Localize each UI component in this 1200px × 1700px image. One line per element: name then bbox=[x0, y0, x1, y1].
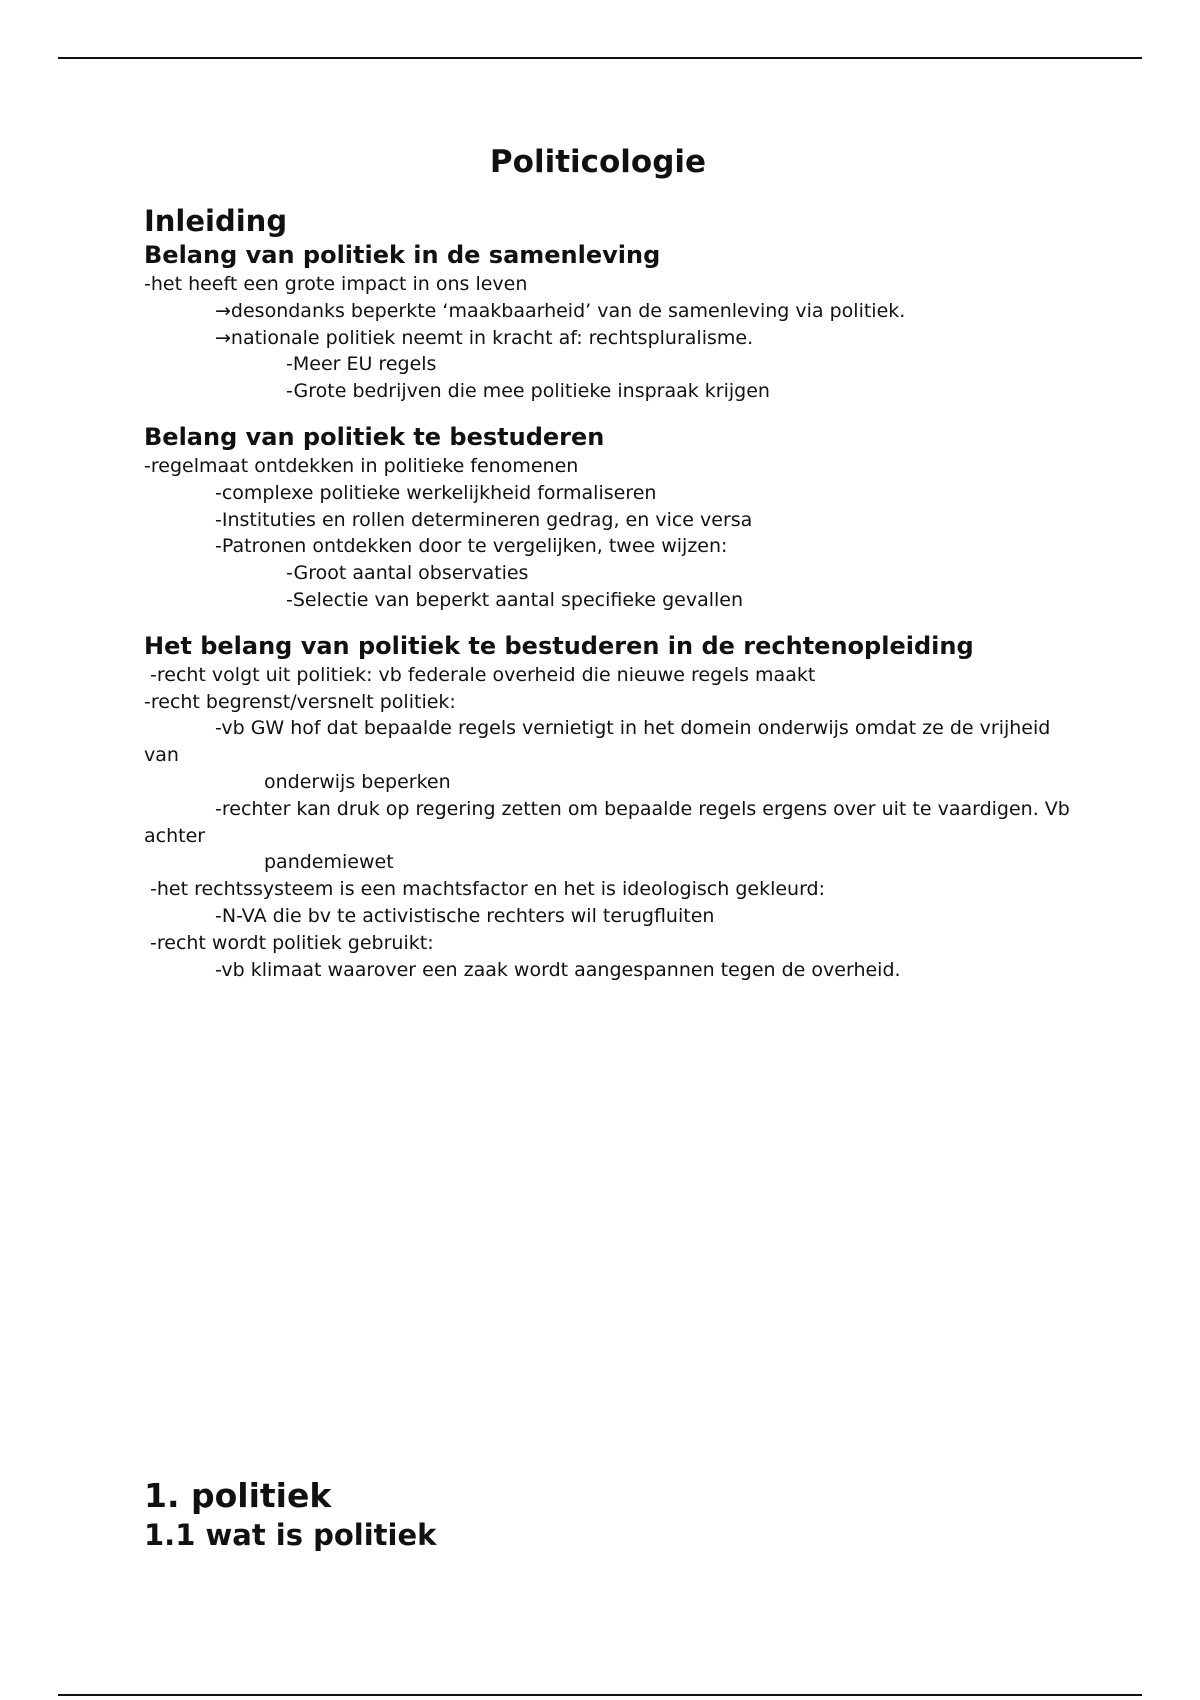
chapter-section bbox=[144, 1475, 436, 1553]
text-line: -complexe politieke werkelijkheid formaliseren bbox=[215, 481, 657, 504]
text-line: →desondanks beperkte ‘maakbaarheid’ van de samenleving via politiek. bbox=[215, 299, 906, 322]
text-line: -Groot aantal observaties bbox=[286, 562, 529, 585]
text-line: -regelmaat ontdekken in politieke fenomenen bbox=[144, 454, 579, 477]
text-line: -Meer EU regels bbox=[286, 353, 437, 376]
text-line: -N-VA die bv te activistische rechters wil terugfluiten bbox=[215, 904, 715, 927]
text-line: -vb klimaat waarover een zaak wordt aangespannen tegen de overheid. bbox=[215, 958, 901, 981]
top-rule bbox=[58, 57, 1142, 59]
document-title: Politicologie bbox=[489, 144, 707, 180]
wrapped-text: -vb GW hof dat bepaalde regels vernietigt in het domein onderwijs omdat ze de vrijheid van bbox=[144, 717, 1051, 767]
text-line: -Patronen ontdekken door te vergelijken, twee wijzen: bbox=[215, 535, 728, 558]
section-heading: Het belang van politiek te bestuderen in de rechtenopleiding bbox=[144, 631, 974, 660]
wrapped-text: -rechter kan druk op regering zetten om bepaalde regels ergens over uit te vaardigen. Vb achter bbox=[144, 797, 1070, 847]
text-line: -het rechtssysteem is een machtsfactor en het is ideologisch gekleurd: bbox=[150, 878, 826, 901]
text-line: →nationale politiek neemt in kracht af: rechtspluralisme. bbox=[215, 326, 754, 349]
text-line: onderwijs beperken bbox=[264, 770, 451, 793]
chapter-heading: 1. politiek bbox=[144, 1476, 332, 1515]
text-line: -recht volgt uit politiek: vb federale overheid die nieuwe regels maakt bbox=[150, 663, 816, 686]
section-heading: Belang van politiek te bestuderen bbox=[144, 422, 605, 451]
bottom-rule bbox=[58, 1694, 1142, 1696]
text-line: -recht begrenst/versnelt politiek: bbox=[144, 690, 456, 713]
text-line: -recht wordt politiek gebruikt: bbox=[150, 931, 434, 954]
subchapter-heading: 1.1 wat is politiek bbox=[144, 1518, 437, 1552]
page-content bbox=[144, 139, 1084, 983]
text-line: -Grote bedrijven die mee politieke inspraak krijgen bbox=[286, 380, 770, 403]
text-line bbox=[144, 715, 1084, 769]
intro-heading: Inleiding bbox=[144, 204, 288, 238]
section-heading: Belang van politiek in de samenleving bbox=[144, 241, 661, 269]
text-line bbox=[144, 796, 1084, 850]
text-line: pandemiewet bbox=[264, 851, 394, 874]
text-line: -Instituties en rollen determineren gedrag, en vice versa bbox=[215, 508, 753, 531]
text-line: -Selectie van beperkt aantal specifieke gevallen bbox=[286, 588, 744, 611]
text-line: -het heeft een grote impact in ons leven bbox=[144, 273, 528, 295]
